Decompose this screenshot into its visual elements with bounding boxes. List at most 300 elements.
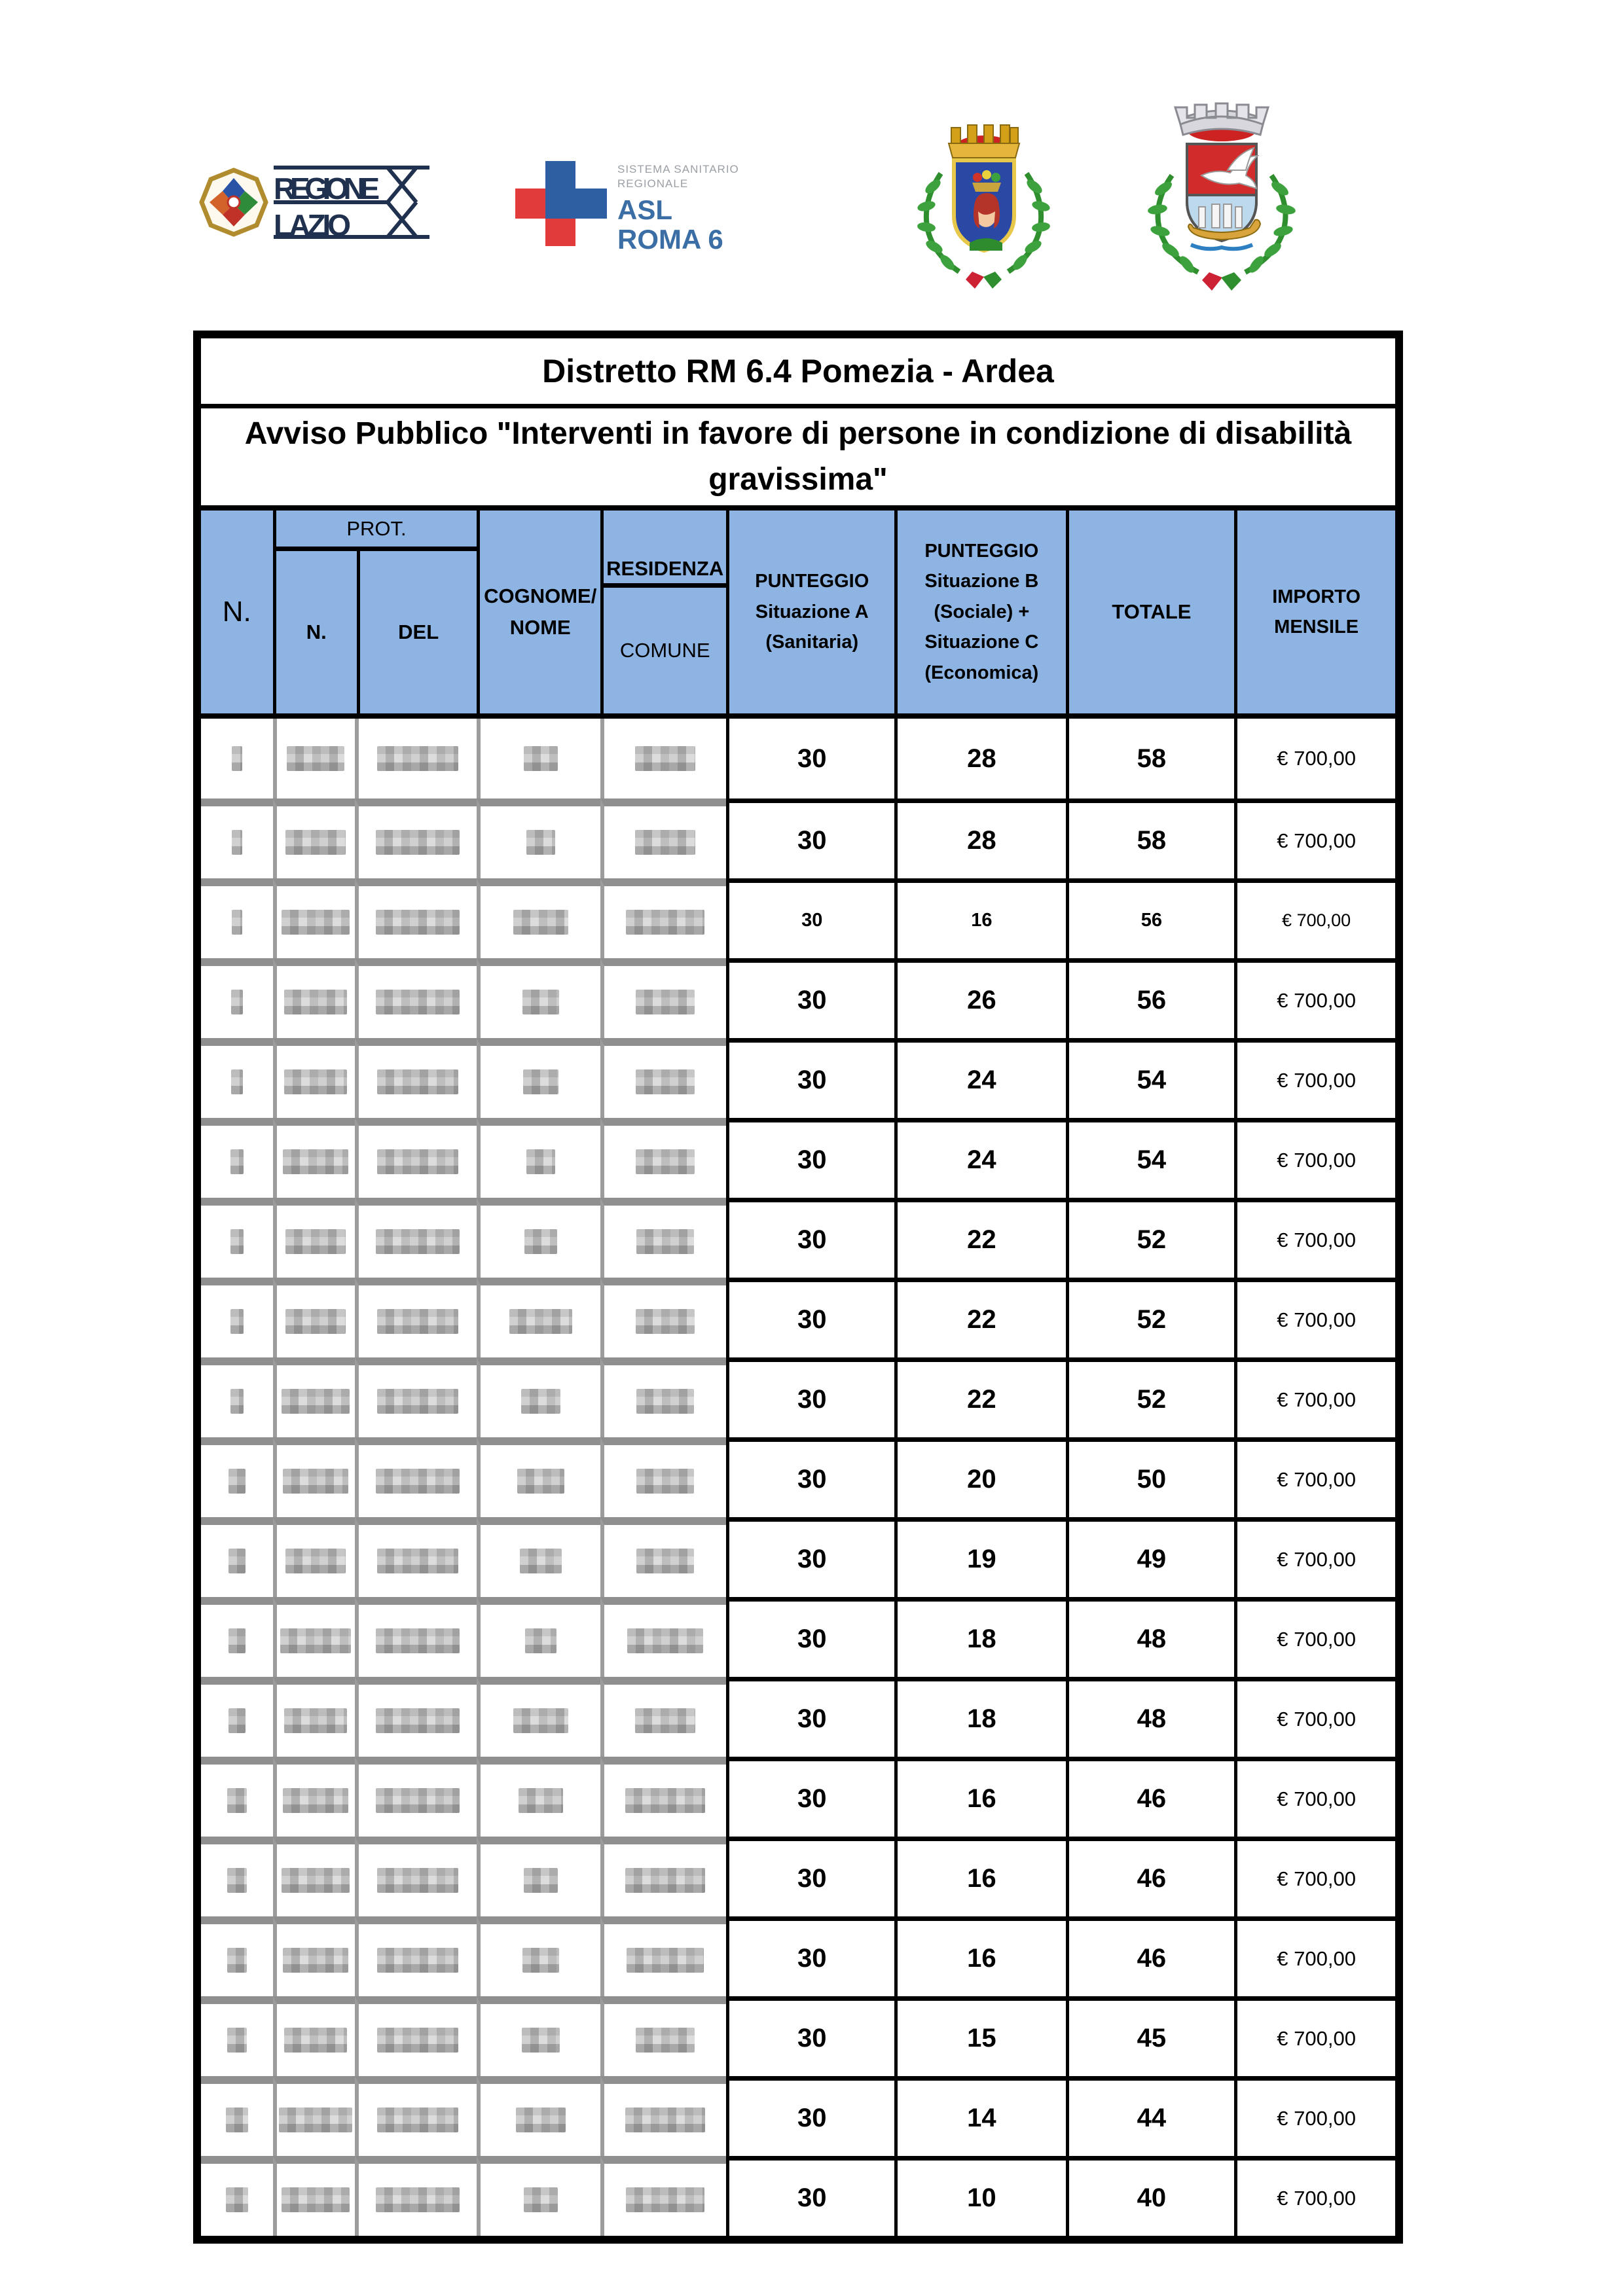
comune-cell-redacted bbox=[600, 2076, 726, 2156]
total-cell: 46 bbox=[1066, 1916, 1235, 1996]
score-bc-cell: 10 bbox=[894, 2156, 1066, 2236]
score-bc-cell: 14 bbox=[894, 2076, 1066, 2156]
prot-del-cell-redacted bbox=[355, 1757, 477, 1837]
redacted-text bbox=[525, 1628, 556, 1653]
total-cell: 54 bbox=[1066, 1038, 1235, 1118]
redacted-text bbox=[230, 1149, 244, 1174]
comune-cell-redacted bbox=[600, 1437, 726, 1517]
total-cell: 52 bbox=[1066, 1278, 1235, 1357]
redacted-text bbox=[519, 1788, 563, 1813]
redacted-text bbox=[376, 1628, 460, 1653]
prot-del-cell-redacted bbox=[355, 1278, 477, 1357]
ranking-table bbox=[193, 331, 1403, 2244]
prot-del-cell-redacted bbox=[355, 2076, 477, 2156]
header-residenza: RESIDENZA bbox=[604, 554, 726, 588]
amount-cell: € 700,00 bbox=[1234, 1996, 1395, 2076]
redacted-text bbox=[636, 2028, 695, 2053]
redacted-text bbox=[636, 1549, 694, 1573]
redacted-text bbox=[285, 830, 346, 855]
header-prot-group bbox=[273, 511, 477, 713]
name-cell-redacted bbox=[477, 1038, 600, 1118]
score-a-cell: 30 bbox=[726, 1198, 894, 1278]
total-cell: 40 bbox=[1066, 2156, 1235, 2236]
table-row bbox=[201, 719, 1395, 798]
table-row bbox=[201, 958, 1395, 1038]
header-residenza-spacer bbox=[604, 511, 726, 554]
score-a-cell: 30 bbox=[726, 1437, 894, 1517]
score-a-cell: 30 bbox=[726, 958, 894, 1038]
redacted-text bbox=[376, 1229, 460, 1254]
redacted-text bbox=[283, 1788, 348, 1813]
table-row bbox=[201, 1198, 1395, 1278]
rank-cell-redacted bbox=[201, 2076, 273, 2156]
redacted-text bbox=[520, 1549, 562, 1573]
redacted-text bbox=[230, 1309, 244, 1334]
redacted-text bbox=[285, 1309, 346, 1334]
score-bc-cell: 16 bbox=[894, 1757, 1066, 1837]
redacted-text bbox=[377, 2108, 458, 2132]
rank-cell-redacted bbox=[201, 1038, 273, 1118]
comune-cell-redacted bbox=[600, 1837, 726, 1916]
redacted-text bbox=[509, 1309, 572, 1334]
redacted-text bbox=[282, 1868, 350, 1893]
redacted-text bbox=[282, 910, 350, 935]
rank-cell-redacted bbox=[201, 1198, 273, 1278]
score-a-cell: 30 bbox=[726, 1757, 894, 1837]
score-a-cell: 30 bbox=[726, 1517, 894, 1597]
redacted-text bbox=[228, 1628, 246, 1653]
score-a-cell: 30 bbox=[726, 798, 894, 878]
redacted-text bbox=[636, 1469, 694, 1494]
rank-cell-redacted bbox=[201, 719, 273, 798]
score-bc-cell: 18 bbox=[894, 1597, 1066, 1677]
prot-n-cell-redacted bbox=[273, 2076, 355, 2156]
name-cell-redacted bbox=[477, 798, 600, 878]
redacted-text bbox=[627, 1628, 703, 1653]
prot-del-cell-redacted bbox=[355, 1038, 477, 1118]
total-cell: 56 bbox=[1066, 958, 1235, 1038]
prot-del-cell-redacted bbox=[355, 1677, 477, 1757]
amount-cell: € 700,00 bbox=[1234, 958, 1395, 1038]
ardea-ribbon-icon bbox=[1202, 272, 1241, 291]
prot-n-cell-redacted bbox=[273, 1757, 355, 1837]
redacted-text bbox=[522, 1948, 559, 1973]
amount-cell: € 700,00 bbox=[1234, 1038, 1395, 1118]
header-prot-del: DEL bbox=[357, 551, 477, 713]
amount-cell: € 700,00 bbox=[1234, 2156, 1395, 2236]
redacted-text bbox=[280, 1628, 351, 1653]
redacted-text bbox=[226, 2108, 248, 2132]
regione-label: REGIONE bbox=[274, 171, 380, 206]
redacted-text bbox=[232, 910, 242, 935]
table-row bbox=[201, 1278, 1395, 1357]
name-cell-redacted bbox=[477, 1916, 600, 1996]
total-cell: 52 bbox=[1066, 1198, 1235, 1278]
amount-cell: € 700,00 bbox=[1234, 1357, 1395, 1437]
redacted-text bbox=[284, 990, 347, 1014]
redacted-text bbox=[625, 1788, 705, 1813]
rank-cell-redacted bbox=[201, 1437, 273, 1517]
score-bc-cell: 22 bbox=[894, 1357, 1066, 1437]
total-cell: 46 bbox=[1066, 1757, 1235, 1837]
redacted-text bbox=[227, 1948, 247, 1973]
rank-cell-redacted bbox=[201, 1916, 273, 1996]
prot-n-cell-redacted bbox=[273, 878, 355, 958]
redacted-text bbox=[524, 1868, 558, 1893]
comune-cell-redacted bbox=[600, 1198, 726, 1278]
rank-cell-redacted bbox=[201, 1837, 273, 1916]
redacted-text bbox=[516, 2108, 566, 2132]
score-a-cell: 30 bbox=[726, 1677, 894, 1757]
score-bc-cell: 16 bbox=[894, 1837, 1066, 1916]
redacted-text bbox=[636, 1069, 695, 1094]
asl-small-label-2: REGIONALE bbox=[617, 177, 689, 190]
header-cognome-nome: COGNOME/ NOME bbox=[477, 511, 600, 713]
redacted-text bbox=[228, 1708, 246, 1733]
comune-ardea-crest-icon bbox=[1136, 97, 1307, 293]
prot-n-cell-redacted bbox=[273, 2156, 355, 2236]
comune-cell-redacted bbox=[600, 1038, 726, 1118]
prot-n-cell-redacted bbox=[273, 1038, 355, 1118]
table-row bbox=[201, 1677, 1395, 1757]
score-bc-cell: 19 bbox=[894, 1517, 1066, 1597]
redacted-text bbox=[377, 1389, 458, 1414]
score-a-cell: 30 bbox=[726, 1357, 894, 1437]
prot-n-cell-redacted bbox=[273, 1996, 355, 2076]
prot-n-cell-redacted bbox=[273, 1916, 355, 1996]
amount-cell: € 700,00 bbox=[1234, 1837, 1395, 1916]
header-prot: PROT. bbox=[276, 511, 477, 551]
redacted-text bbox=[635, 746, 695, 771]
rank-cell-redacted bbox=[201, 1118, 273, 1198]
comune-cell-redacted bbox=[600, 1517, 726, 1597]
rank-cell-redacted bbox=[201, 2156, 273, 2236]
amount-cell: € 700,00 bbox=[1234, 1597, 1395, 1677]
table-row bbox=[201, 1517, 1395, 1597]
ardea-shield-icon bbox=[1187, 144, 1260, 249]
table-row bbox=[201, 2156, 1395, 2236]
redacted-text bbox=[377, 1069, 458, 1094]
prot-del-cell-redacted bbox=[355, 1597, 477, 1677]
redacted-text bbox=[287, 746, 344, 771]
amount-cell: € 700,00 bbox=[1234, 1517, 1395, 1597]
header-punteggio-bc: PUNTEGGIO Situazione B (Sociale) + Situazione C (Economica) bbox=[894, 511, 1066, 713]
lazio-label: LAZIO bbox=[274, 208, 351, 242]
score-bc-cell: 18 bbox=[894, 1677, 1066, 1757]
prot-n-cell-redacted bbox=[273, 1118, 355, 1198]
prot-del-cell-redacted bbox=[355, 878, 477, 958]
table-row bbox=[201, 2076, 1395, 2156]
header-punteggio-a: PUNTEGGIO Situazione A (Sanitaria) bbox=[726, 511, 894, 713]
prot-n-cell-redacted bbox=[273, 1517, 355, 1597]
amount-cell: € 700,00 bbox=[1234, 1198, 1395, 1278]
score-bc-cell: 28 bbox=[894, 798, 1066, 878]
redacted-text bbox=[231, 1069, 243, 1094]
comune-cell-redacted bbox=[600, 1916, 726, 1996]
pomezia-shield-icon bbox=[954, 160, 1014, 251]
prot-n-cell-redacted bbox=[273, 1198, 355, 1278]
score-bc-cell: 20 bbox=[894, 1437, 1066, 1517]
redacted-text bbox=[636, 1389, 694, 1414]
asl-label: ASL bbox=[617, 194, 672, 225]
redacted-text bbox=[230, 1389, 244, 1414]
score-bc-cell: 16 bbox=[894, 1916, 1066, 1996]
redacted-text bbox=[228, 1469, 246, 1494]
score-a-cell: 30 bbox=[726, 878, 894, 958]
score-a-cell: 30 bbox=[726, 1996, 894, 2076]
total-cell: 56 bbox=[1066, 878, 1235, 958]
total-cell: 48 bbox=[1066, 1677, 1235, 1757]
comune-cell-redacted bbox=[600, 1677, 726, 1757]
redacted-text bbox=[513, 1708, 568, 1733]
total-cell: 58 bbox=[1066, 798, 1235, 878]
redacted-text bbox=[279, 2108, 352, 2132]
subtitle-line-1: Avviso Pubblico "Interventi in favore di persone in condizione di disabilità bbox=[244, 416, 1352, 452]
table-row bbox=[201, 1357, 1395, 1437]
name-cell-redacted bbox=[477, 958, 600, 1038]
redacted-text bbox=[376, 1708, 460, 1733]
asl-cross-icon bbox=[515, 161, 607, 246]
redacted-text bbox=[636, 1229, 694, 1254]
redacted-text bbox=[517, 1469, 564, 1494]
prot-del-cell-redacted bbox=[355, 1916, 477, 1996]
redacted-text bbox=[636, 990, 695, 1014]
redacted-text bbox=[376, 830, 460, 855]
name-cell-redacted bbox=[477, 1118, 600, 1198]
name-cell-redacted bbox=[477, 1437, 600, 1517]
redacted-text bbox=[376, 2187, 460, 2212]
prot-n-cell-redacted bbox=[273, 1278, 355, 1357]
redacted-text bbox=[285, 1229, 346, 1254]
score-bc-cell: 22 bbox=[894, 1198, 1066, 1278]
name-cell-redacted bbox=[477, 2076, 600, 2156]
amount-cell: € 700,00 bbox=[1234, 878, 1395, 958]
prot-del-cell-redacted bbox=[355, 1517, 477, 1597]
redacted-text bbox=[226, 2187, 248, 2212]
redacted-text bbox=[282, 2187, 350, 2212]
redacted-text bbox=[228, 1549, 246, 1573]
redacted-text bbox=[376, 1788, 460, 1813]
name-cell-redacted bbox=[477, 1677, 600, 1757]
redacted-text bbox=[626, 910, 704, 935]
amount-cell: € 700,00 bbox=[1234, 1916, 1395, 1996]
redacted-text bbox=[377, 746, 458, 771]
total-cell: 45 bbox=[1066, 1996, 1235, 2076]
redacted-text bbox=[524, 746, 558, 771]
redacted-text bbox=[377, 1549, 458, 1573]
total-cell: 48 bbox=[1066, 1597, 1235, 1677]
rank-cell-redacted bbox=[201, 1677, 273, 1757]
pomezia-crown-icon bbox=[949, 125, 1019, 158]
table-header bbox=[201, 511, 1395, 719]
name-cell-redacted bbox=[477, 1278, 600, 1357]
amount-cell: € 700,00 bbox=[1234, 1118, 1395, 1198]
prot-del-cell-redacted bbox=[355, 1118, 477, 1198]
redacted-text bbox=[231, 990, 243, 1014]
prot-n-cell-redacted bbox=[273, 798, 355, 878]
total-cell: 44 bbox=[1066, 2076, 1235, 2156]
table-row bbox=[201, 1837, 1395, 1916]
redacted-text bbox=[626, 2187, 704, 2212]
header-comune: COMUNE bbox=[619, 639, 710, 662]
redacted-text bbox=[377, 1868, 458, 1893]
redacted-text bbox=[284, 1708, 347, 1733]
redacted-text bbox=[283, 1948, 348, 1973]
prot-del-cell-redacted bbox=[355, 1996, 477, 2076]
total-cell: 58 bbox=[1066, 719, 1235, 798]
total-cell: 52 bbox=[1066, 1357, 1235, 1437]
score-bc-cell: 26 bbox=[894, 958, 1066, 1038]
regione-lazio-emblem-icon bbox=[202, 170, 266, 234]
header-prot-subrow bbox=[276, 551, 477, 713]
redacted-text bbox=[625, 2108, 705, 2132]
rank-cell-redacted bbox=[201, 878, 273, 958]
redacted-text bbox=[636, 1149, 695, 1174]
redacted-text bbox=[526, 1149, 555, 1174]
rank-cell-redacted bbox=[201, 798, 273, 878]
redacted-text bbox=[627, 1948, 704, 1973]
redacted-text bbox=[524, 2187, 558, 2212]
name-cell-redacted bbox=[477, 878, 600, 958]
amount-cell: € 700,00 bbox=[1234, 1677, 1395, 1757]
prot-n-cell-redacted bbox=[273, 1837, 355, 1916]
redacted-text bbox=[232, 830, 242, 855]
redacted-text bbox=[377, 1309, 458, 1334]
amount-cell: € 700,00 bbox=[1234, 1757, 1395, 1837]
comune-cell-redacted bbox=[600, 1996, 726, 2076]
prot-del-cell-redacted bbox=[355, 2156, 477, 2236]
rank-cell-redacted bbox=[201, 1757, 273, 1837]
score-bc-cell: 24 bbox=[894, 1038, 1066, 1118]
total-cell: 46 bbox=[1066, 1837, 1235, 1916]
redacted-text bbox=[636, 1309, 695, 1334]
redacted-text bbox=[635, 1708, 695, 1733]
comune-cell-redacted bbox=[600, 1278, 726, 1357]
prot-del-cell-redacted bbox=[355, 1837, 477, 1916]
prot-del-cell-redacted bbox=[355, 1357, 477, 1437]
rank-cell-redacted bbox=[201, 1278, 273, 1357]
redacted-text bbox=[283, 1469, 348, 1494]
score-a-cell: 30 bbox=[726, 1597, 894, 1677]
redacted-text bbox=[284, 1069, 347, 1094]
redacted-text bbox=[524, 1229, 557, 1254]
redacted-text bbox=[227, 2028, 247, 2053]
score-a-cell: 30 bbox=[726, 1278, 894, 1357]
prot-del-cell-redacted bbox=[355, 1198, 477, 1278]
name-cell-redacted bbox=[477, 1597, 600, 1677]
prot-n-cell-redacted bbox=[273, 1677, 355, 1757]
prot-del-cell-redacted bbox=[355, 719, 477, 798]
score-bc-cell: 15 bbox=[894, 1996, 1066, 2076]
asl-small-label-1: SISTEMA SANITARIO bbox=[617, 163, 739, 175]
comune-cell-redacted bbox=[600, 1757, 726, 1837]
header-totale: TOTALE bbox=[1066, 511, 1235, 713]
total-cell: 49 bbox=[1066, 1517, 1235, 1597]
redacted-text bbox=[625, 1868, 705, 1893]
redacted-text bbox=[526, 830, 555, 855]
redacted-text bbox=[227, 1868, 247, 1893]
pomezia-ribbon-icon bbox=[966, 272, 1002, 289]
rank-cell-redacted bbox=[201, 1996, 273, 2076]
name-cell-redacted bbox=[477, 1517, 600, 1597]
comune-cell-redacted bbox=[600, 878, 726, 958]
name-cell-redacted bbox=[477, 719, 600, 798]
subtitle-line-2: gravissima" bbox=[708, 462, 888, 497]
table-row bbox=[201, 1437, 1395, 1517]
table-subtitle bbox=[201, 408, 1395, 511]
table-row bbox=[201, 1118, 1395, 1198]
score-a-cell: 30 bbox=[726, 1038, 894, 1118]
amount-cell: € 700,00 bbox=[1234, 2076, 1395, 2156]
comune-cell-redacted bbox=[600, 798, 726, 878]
prot-del-cell-redacted bbox=[355, 798, 477, 878]
header-residenza-group bbox=[600, 511, 726, 713]
redacted-text bbox=[377, 1149, 458, 1174]
prot-del-cell-redacted bbox=[355, 958, 477, 1038]
rank-cell-redacted bbox=[201, 1597, 273, 1677]
redacted-text bbox=[232, 746, 242, 771]
redacted-text bbox=[230, 1229, 244, 1254]
name-cell-redacted bbox=[477, 1357, 600, 1437]
total-cell: 54 bbox=[1066, 1118, 1235, 1198]
comune-cell-redacted bbox=[600, 719, 726, 798]
amount-cell: € 700,00 bbox=[1234, 1278, 1395, 1357]
redacted-text bbox=[284, 2028, 347, 2053]
name-cell-redacted bbox=[477, 1757, 600, 1837]
header-importo-mensile: IMPORTO MENSILE bbox=[1234, 511, 1395, 713]
table-row bbox=[201, 1757, 1395, 1837]
prot-n-cell-redacted bbox=[273, 1357, 355, 1437]
prot-n-cell-redacted bbox=[273, 719, 355, 798]
table-title: Distretto RM 6.4 Pomezia - Ardea bbox=[201, 338, 1395, 408]
header-n: N. bbox=[222, 596, 251, 628]
redacted-text bbox=[522, 2028, 560, 2053]
redacted-text bbox=[513, 910, 568, 935]
rank-cell-redacted bbox=[201, 1357, 273, 1437]
table-row bbox=[201, 1916, 1395, 1996]
score-a-cell: 30 bbox=[726, 2156, 894, 2236]
table-row bbox=[201, 1597, 1395, 1677]
asl-roma6-logo bbox=[514, 152, 743, 260]
score-a-cell: 30 bbox=[726, 2076, 894, 2156]
prot-del-cell-redacted bbox=[355, 1437, 477, 1517]
amount-cell: € 700,00 bbox=[1234, 719, 1395, 798]
score-a-cell: 30 bbox=[726, 719, 894, 798]
total-cell: 50 bbox=[1066, 1437, 1235, 1517]
name-cell-redacted bbox=[477, 2156, 600, 2236]
rank-cell-redacted bbox=[201, 1517, 273, 1597]
comune-cell-redacted bbox=[600, 1597, 726, 1677]
redacted-text bbox=[521, 1389, 560, 1414]
ardea-crown-icon bbox=[1175, 103, 1268, 141]
prot-n-cell-redacted bbox=[273, 958, 355, 1038]
name-cell-redacted bbox=[477, 1837, 600, 1916]
redacted-text bbox=[376, 1469, 460, 1494]
table-row bbox=[201, 878, 1395, 958]
name-cell-redacted bbox=[477, 1996, 600, 2076]
redacted-text bbox=[282, 1389, 350, 1414]
score-a-cell: 30 bbox=[726, 1837, 894, 1916]
redacted-text bbox=[377, 1948, 458, 1973]
table-row bbox=[201, 1038, 1395, 1118]
comune-cell-redacted bbox=[600, 1118, 726, 1198]
redacted-text bbox=[376, 990, 460, 1014]
header-prot-n: N. bbox=[306, 620, 327, 643]
redacted-text bbox=[376, 910, 460, 935]
table-row bbox=[201, 798, 1395, 878]
regione-lazio-logo bbox=[196, 162, 432, 242]
comune-cell-redacted bbox=[600, 2156, 726, 2236]
